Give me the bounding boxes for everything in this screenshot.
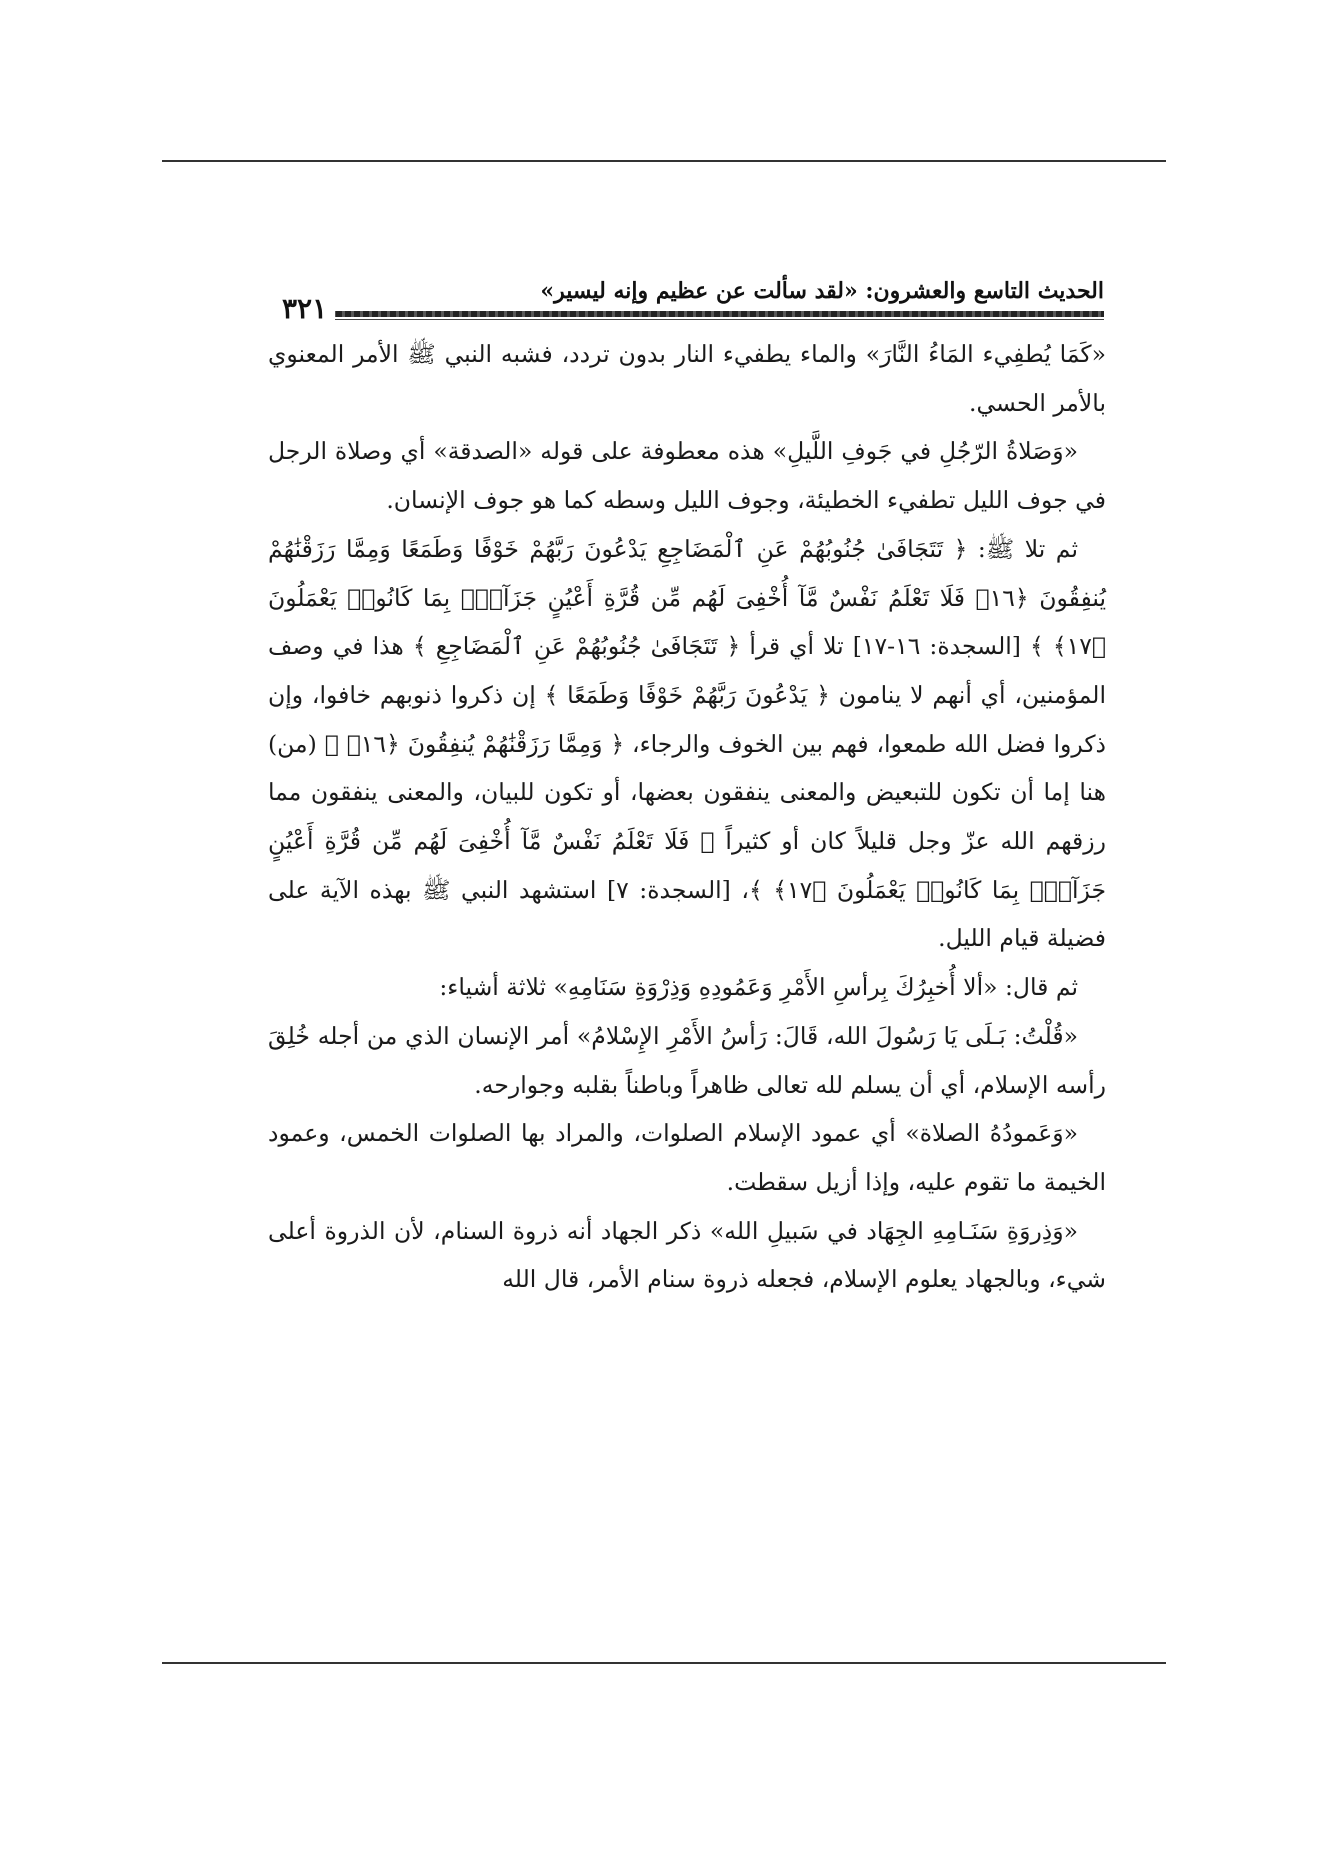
page-top-rule <box>162 160 1166 162</box>
paragraph: ثم قال: «ألا أُخبِرُكَ بِرأسِ الأَمْرِ وَعَمُودِهِ وَذِرْوَةِ سَنَامِهِ» ثلاثة أشياء: <box>439 973 1078 1002</box>
paragraph: «كَمَا يُطفِيء المَاءُ النَّارَ» والماء يطفيء النار بدون تردد، فشبه النبي ﷺ الأمر المعنوي بالأمر الحسي. <box>268 340 1106 417</box>
running-header <box>282 278 1104 325</box>
page-body <box>268 330 1106 1304</box>
page-bottom-rule <box>162 1662 1166 1664</box>
paragraph: «قُلْتُ: بَـلَى يَا رَسُولَ الله، قَالَ: رَأسُ الأَمْرِ الإِسْلامُ» أمر الإنسان الذي من أجله خُلِقَ رأسه الإسلام، أي أن يسلم لله تعالى ظاهراً وباطناً بقلبه وجوارحه. <box>268 1021 1106 1099</box>
header-rule <box>282 311 1104 317</box>
paragraph: «وَذِروَةِ سَنَـامِهِ الجِهَاد في سَبيلِ الله» ذكر الجهاد أنه ذروة السنام، لأن الذروة أعلى شيء، وبالجهاد يعلوم الإسلام، فجعله ذروة سنام الأمر، قال الله <box>268 1216 1106 1294</box>
page-number: ٣٢١ <box>282 292 335 325</box>
header-rule-thin <box>282 319 1104 320</box>
paragraph: «وَصَلاةُ الرّجُلِ في جَوفِ اللَّيلِ» هذه معطوفة على قوله «الصدقة» أي وصلاة الرجل في جوف الليل تطفيء الخطيئة، وجوف الليل وسطه كما هو جوف الإنسان. <box>268 437 1106 515</box>
paragraph: ثم تلا ﷺ: ﴿ تَتَجَافَىٰ جُنُوبُهُمْ عَنِ ٱلْمَضَاجِعِ يَدْعُونَ رَبَّهُمْ خَوْفًا وَطَمَعًا وَمِمَّا رَزَقْنَٰهُمْ يُنفِقُونَ ﴿١٦﴾ فَلَا تَعْلَمُ نَفْسٌ مَّآ أُخْفِىَ لَهُم مِّن قُرَّةِ أَعْيُنٍ جَزَآءًۢ بِمَا كَانُوا۟ يَعْمَلُونَ ﴿١٧﴾ ﴾ [السجدة: ١٦-١٧] تلا أي قرأ ﴿ تَتَجَافَىٰ جُنُوبُهُمْ عَنِ ٱلْمَضَاجِعِ ﴾ هذا في وصف المؤمنين، أي أنهم لا ينامون ﴿ يَدْعُونَ رَبَّهُمْ خَوْفًا وَطَمَعًا ﴾ إن ذكروا ذنوبهم خافوا، وإن ذكروا فضل الله طمعوا، فهم بين الخوف والرجاء، ﴿ وَمِمَّا رَزَقْنَٰهُمْ يُنفِقُونَ ﴿١٦﴾ ﴾ (من) هنا إما أن تكون للتبعيض والمعنى ينفقون بعضها، أو تكون للبيان، والمعنى ينفقون مما رزقهم الله عزّ وجل قليلاً كان أو كثيراً ﴿ فَلَا تَعْلَمُ نَفْسٌ مَّآ أُخْفِىَ لَهُم مِّن قُرَّةِ أَعْيُنٍ جَزَآءًۢ بِمَا كَانُوا۟ يَعْمَلُونَ ﴿١٧﴾ ﴾، [السجدة: ٧] استشهد النبي ﷺ بهذه الآية على فضيلة قيام الليل. <box>268 534 1106 953</box>
paragraph: «وَعَمودُهُ الصلاة» أي عمود الإسلام الصلوات، والمراد بها الصلوات الخمس، وعمود الخيمة ما تقوم عليه، وإذا أزيل سقطت. <box>268 1119 1106 1196</box>
chapter-title: الحديث التاسع والعشرون: «لقد سألت عن عظيم وإنه ليسير» <box>540 278 1104 304</box>
